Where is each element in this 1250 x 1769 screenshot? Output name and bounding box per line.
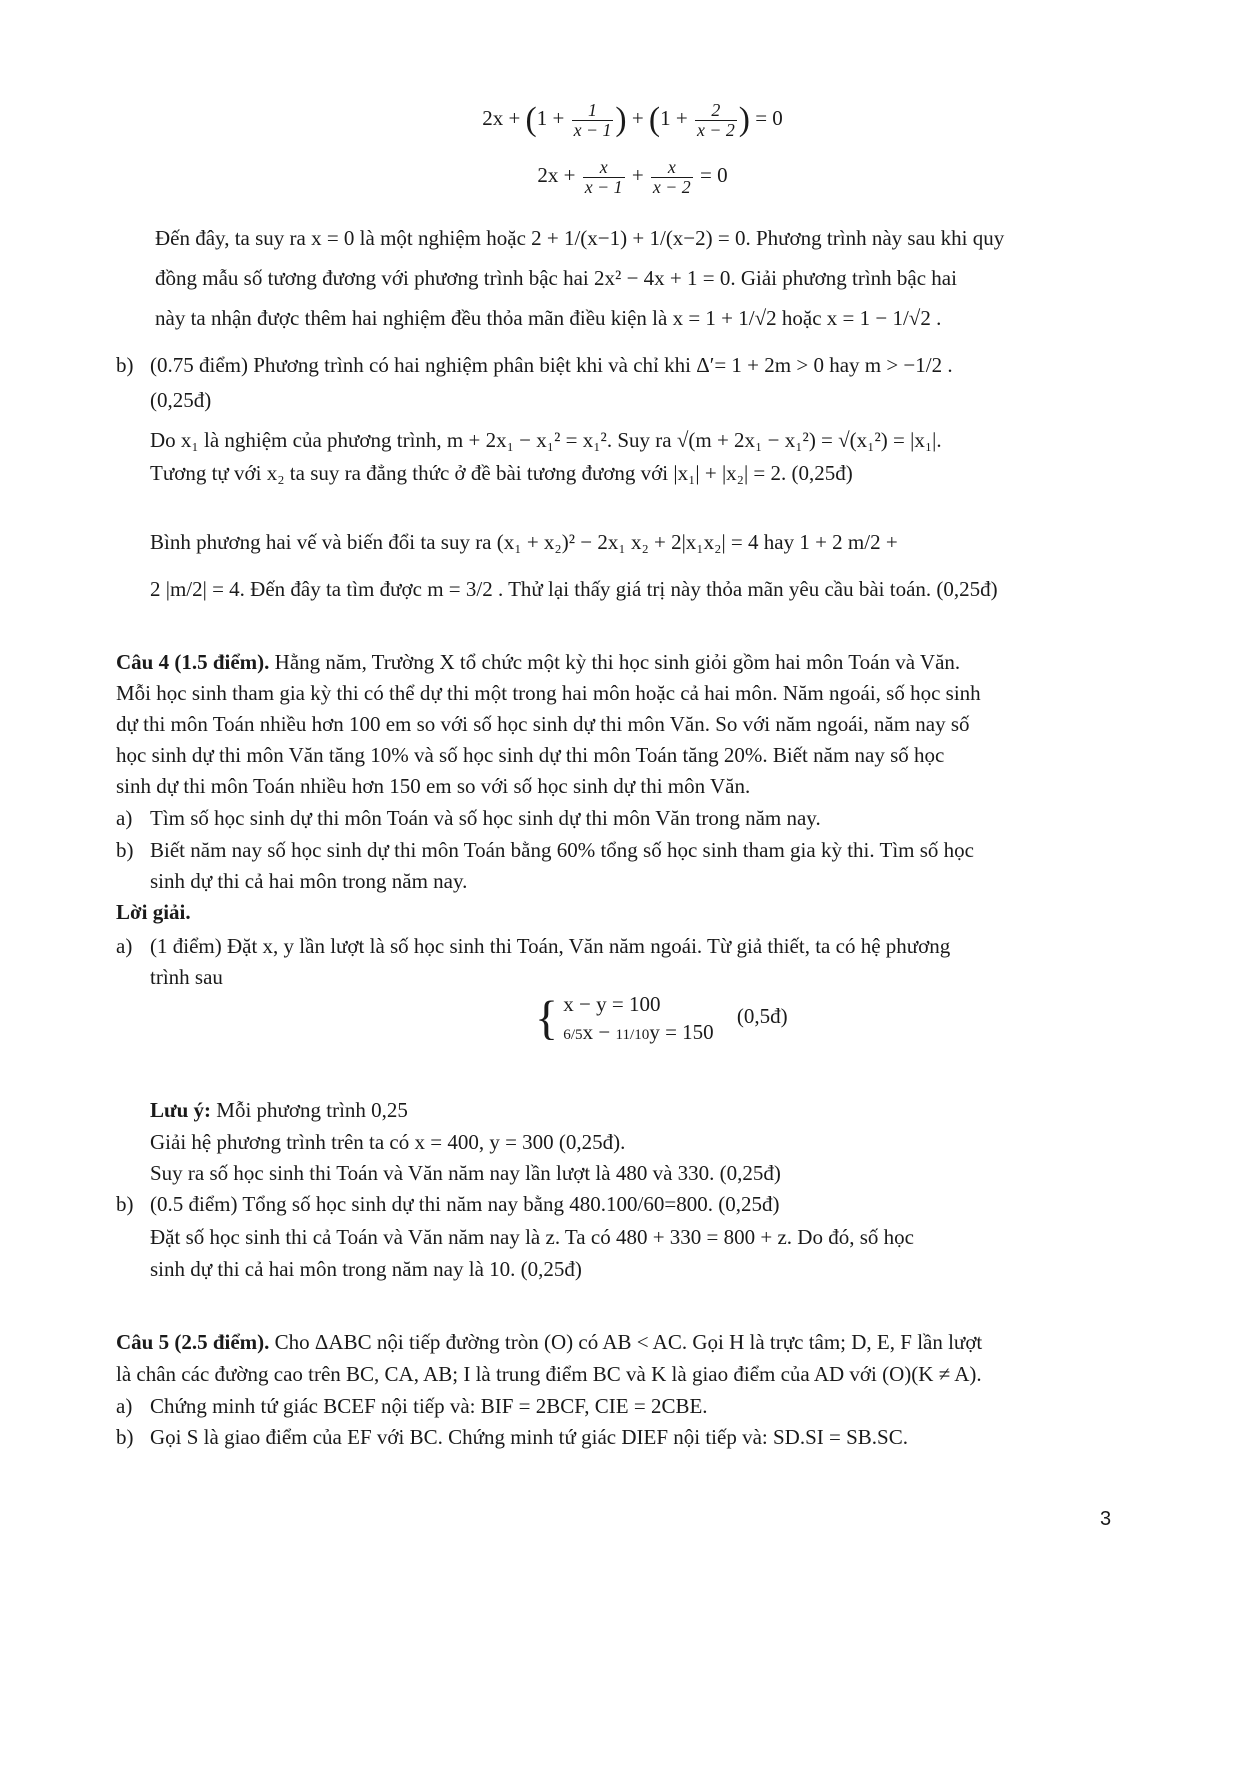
system-lines xyxy=(563,990,713,1047)
numerator: 1 xyxy=(572,101,614,121)
cau5-line-1: Cho ΔABC nội tiếp đường tròn (O) có AB < AC. Gọi H là trực tâm; D, E, F lần lượt xyxy=(269,1330,983,1354)
equation-1 xyxy=(155,96,1110,145)
system-score: (0,5đ) xyxy=(736,1004,788,1029)
denominator: x − 1 xyxy=(573,119,612,140)
cau4-intro-1: Hằng năm, Trường X tổ chức một kỳ thi học sinh giỏi gồm hai môn Toán và Văn. xyxy=(269,650,961,674)
paragraph-line: Suy ra số học sinh thi Toán và Văn năm nay lần lượt là 480 và 330. (0,25đ) xyxy=(150,1161,781,1185)
system-eq-1: x − y = 100 xyxy=(563,992,661,1016)
eq1-b1: 1 + xyxy=(536,106,565,131)
paren-close-2: ) xyxy=(738,101,750,138)
cau5-intro xyxy=(116,1327,1106,1357)
denominator: x − 1 xyxy=(584,176,623,197)
q-b-label: b) xyxy=(116,838,134,862)
paren-open-2: ( xyxy=(648,101,661,138)
eq2-frac-2 xyxy=(651,158,693,196)
paragraph-line: này ta nhận được thêm hai nghiệm đều thỏa mãn điều kiện là x = 1 + 1/√2 hoặc x = 1 − 1/√2 . xyxy=(155,306,942,330)
eq1-plus: + xyxy=(631,106,644,131)
paragraph-line: (0.5 điểm) Tổng số học sinh dự thi năm nay bằng 480.100/60=800. (0,25đ) xyxy=(150,1192,780,1216)
sol-a-label: a) xyxy=(116,934,133,958)
sys-y: y = 150 xyxy=(649,1020,714,1045)
system-brace: { xyxy=(535,991,559,1045)
note-text: Mỗi phương trình 0,25 xyxy=(211,1098,408,1122)
eq2-plus: + xyxy=(631,163,644,188)
page-number: 3 xyxy=(1100,1508,1112,1530)
paragraph-line: dự thi môn Toán nhiều hơn 100 em so với số học sinh dự thi môn Văn. So với năm ngoái, năm nay số xyxy=(116,712,970,736)
denominator: x − 2 xyxy=(696,119,735,140)
note-line xyxy=(150,1095,1110,1125)
eq1-frac-1 xyxy=(572,101,614,139)
cau5-b-label: b) xyxy=(116,1425,134,1449)
sol-b-label: b) xyxy=(116,1192,134,1216)
eq2-frac-1 xyxy=(583,158,625,196)
cau5-title: Câu 5 (2.5 điểm). xyxy=(116,1330,270,1354)
cau5-question-b: Gọi S là giao điểm của EF với BC. Chứng minh tứ giác DIEF nội tiếp và: SD.SI = SB.SC. xyxy=(150,1425,908,1449)
solution-title xyxy=(116,897,191,927)
paragraph-line: (0.75 điểm) Phương trình có hai nghiệm phân biệt khi và chỉ khi Δ′= 1 + 2m > 0 hay m > −1/2 . xyxy=(150,353,953,377)
eq1-frac-2 xyxy=(695,101,737,139)
paragraph-line: (0,25đ) xyxy=(150,388,212,412)
eq1-b2: 1 + xyxy=(660,106,688,131)
eq1-tail: = 0 xyxy=(755,106,783,131)
paragraph-line: là chân các đường cao trên BC, CA, AB; I là trung điểm BC và K là giao điểm của AD với (O)(K ≠ A). xyxy=(116,1362,982,1386)
question-b-cont: sinh dự thi cả hai môn trong năm nay. xyxy=(150,869,468,893)
paragraph-line: 2 |m/2| = 4. Đến đây ta tìm được m = 3/2 . Thử lại thấy giá trị này thỏa mãn yêu cầu bài toán. (0,25đ) xyxy=(150,577,998,601)
paragraph-line: Đặt số học sinh thi cả Toán và Văn năm nay là z. Ta có 480 + 330 = 800 + z. Do đó, số học xyxy=(150,1225,914,1249)
coef-6-5: 6/5 xyxy=(563,1027,583,1044)
paren-close-1: ) xyxy=(615,101,627,138)
sys-x: x − xyxy=(582,1020,611,1045)
question-a: Tìm số học sinh dự thi môn Toán và số học sinh dự thi môn Văn trong năm nay. xyxy=(150,806,821,830)
paragraph-line: Bình phương hai vế và biến đổi ta suy ra (x₁ + x₂)² − 2x₁ x₂ + 2|x₁x₂| = 4 hay 1 + 2 m/2 + xyxy=(150,530,898,554)
equation-2 xyxy=(155,158,1110,196)
paragraph-line: trình sau xyxy=(150,965,223,989)
eq2-lead: 2x + xyxy=(537,163,576,188)
paren-open-1: ( xyxy=(525,101,537,138)
paragraph-line: Do x₁ là nghiệm của phương trình, m + 2x₁ − x₁² = x₁². Suy ra √(m + 2x₁ − x₁²) = √(x₁²) = |x₁|. xyxy=(150,428,942,452)
denominator: x − 2 xyxy=(652,176,691,197)
paragraph-line: đồng mẫu số tương đương với phương trình bậc hai 2x² − 4x + 1 = 0. Giải phương trình bậc hai xyxy=(155,266,957,290)
paragraph-line: (1 điểm) Đặt x, y lần lượt là số học sinh thi Toán, Văn năm ngoái. Từ giả thiết, ta có hệ phương xyxy=(150,934,951,958)
cau4-intro xyxy=(116,647,1106,677)
system-eq-2 xyxy=(563,1018,713,1046)
paragraph-line: Đến đây, ta suy ra x = 0 là một nghiệm hoặc 2 + 1/(x−1) + 1/(x−2) = 0. Phương trình này sau khi quy xyxy=(155,226,1005,250)
coef-11-10: 11/10 xyxy=(615,1027,650,1044)
eq2-tail: = 0 xyxy=(699,163,728,188)
eq1-lead: 2x + xyxy=(482,106,521,131)
cau5-a-label: a) xyxy=(116,1394,133,1418)
note-label: Lưu ý: xyxy=(150,1098,212,1122)
cau4-title: Câu 4 (1.5 điểm). xyxy=(116,650,270,674)
numerator: x xyxy=(583,158,625,178)
paragraph-line: sinh dự thi cả hai môn trong năm nay là 10. (0,25đ) xyxy=(150,1257,582,1281)
paragraph-line: Tương tự với x₂ ta suy ra đẳng thức ở đề bài tương đương với |x₁| + |x₂| = 2. (0,25đ) xyxy=(150,461,853,485)
paragraph-line: học sinh dự thi môn Văn tăng 10% và số học sinh dự thi môn Toán tăng 20%. Biết năm nay số học xyxy=(116,743,945,767)
paragraph-line: Mỗi học sinh tham gia kỳ thi có thể dự thi một trong hai môn hoặc cả hai môn. Năm ngoái, số học sinh xyxy=(116,681,981,705)
part-b-label: b) xyxy=(116,353,134,377)
paragraph-line: sinh dự thi môn Toán nhiều hơn 150 em so với số học sinh dự thi môn Văn. xyxy=(116,774,751,798)
paragraph-line: Giải hệ phương trình trên ta có x = 400, y = 300 (0,25đ). xyxy=(150,1130,626,1154)
numerator: 2 xyxy=(695,101,737,121)
equation-system xyxy=(535,990,895,1047)
solution-title-text: Lời giải. xyxy=(116,900,191,924)
cau5-question-a: Chứng minh tứ giác BCEF nội tiếp và: BIF = 2BCF, CIE = 2CBE. xyxy=(150,1394,708,1418)
numerator: x xyxy=(651,158,693,178)
q-a-label: a) xyxy=(116,806,133,830)
question-b: Biết năm nay số học sinh dự thi môn Toán bằng 60% tổng số học sinh tham gia kỳ thi. Tìm số học xyxy=(150,838,974,862)
